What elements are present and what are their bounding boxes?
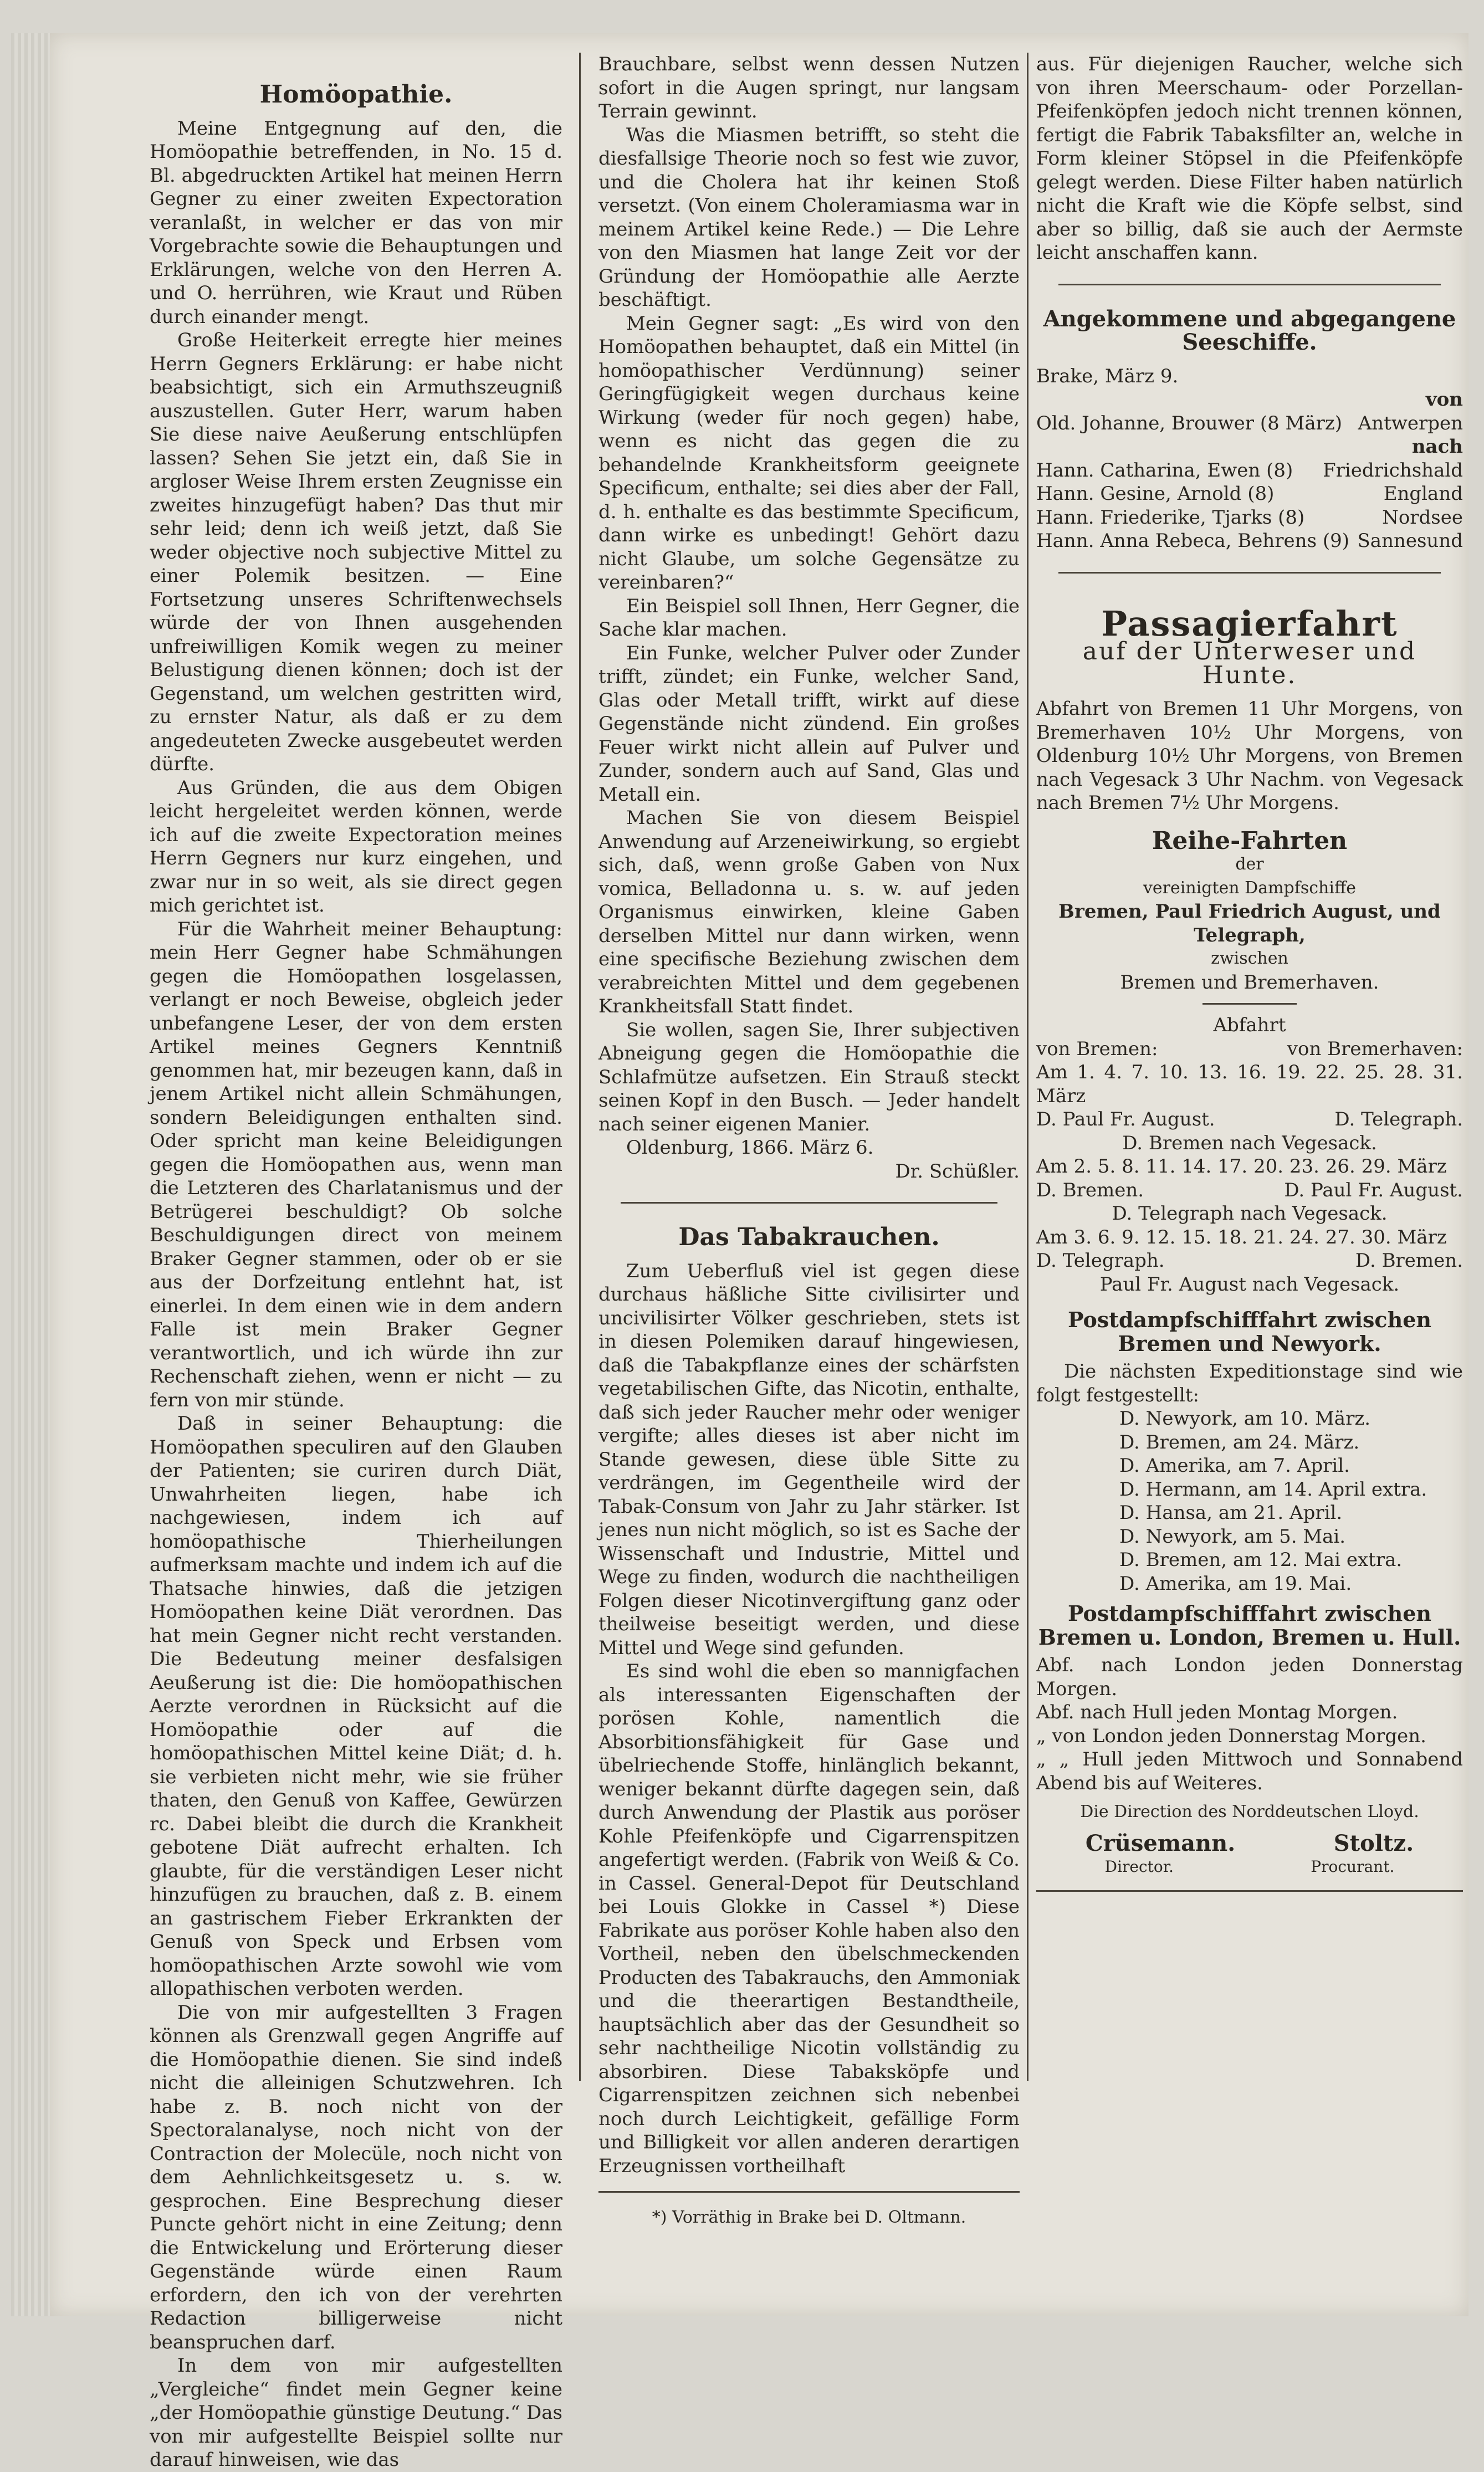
ship-right: D. Bremen. — [1355, 1250, 1463, 1272]
list-item: D. Hansa, am 21. April. — [1119, 1502, 1343, 1524]
post-title: Postdampfschifffahrt zwischen Bremen und Newyork. — [1067, 1307, 1432, 1356]
reihe-line2: Bremen, Paul Friedrich August, und Telegraph, — [1058, 900, 1441, 946]
paragraph: Was die Miasmen betrifft, so steht die diesfallsige Theorie noch so fest wie zuvor, und die Cholera hat ihr keinen Stoß versetzt. (Von einem Choleramiasma war in meinem Artikel keine Rede.) — Die Lehre von den Miasmen hat lange Zeit vor der Gründung der Homöopathie alle Aerzte beschäftigt. — [598, 124, 1020, 311]
signature-1-role: Director. — [1104, 1857, 1174, 1876]
article-title-homoeopathie: Homöopathie. — [259, 80, 453, 109]
signature-2-role: Procurant. — [1311, 1857, 1395, 1876]
footnote-divider — [598, 2191, 1020, 2193]
ship-row — [1036, 506, 1463, 530]
ship-row — [1036, 459, 1463, 483]
paragraph: Ein Funke, welcher Pulver oder Zunder trifft, zündet; ein Funke, welcher Sand, Glas oder Metall trifft, wirkt auf diese Gegenstände nicht zündend. Ein großes Feuer wirkt nicht allein auf Pulver und Zunder, sondern auch auf Sand, Glas und Metall ein. — [598, 642, 1020, 806]
post-list — [1036, 1407, 1463, 1595]
ship-row — [1036, 529, 1463, 553]
post2-line: „ von London jeden Donnerstag Morgen. — [1036, 1724, 1426, 1747]
schedule-block — [1036, 1155, 1463, 1226]
ship-name: Old. Johanne, Brouwer (8 März) — [1036, 412, 1343, 434]
paragraph: Aus Gründen, die aus dem Obigen leicht hergeleitet werden können, werde ich auf die zweite Expectoration meines Herrn Gegners nur kurz eingehen, und zwar nur in so weit, als sie direct gegen mich gerichtet ist. — [150, 776, 562, 917]
post2-line: Abf. nach Hull jeden Montag Morgen. — [1036, 1701, 1398, 1723]
reihe-der: der — [1235, 854, 1264, 874]
reihe-line1: vereinigten Dampfschiffe — [1143, 878, 1357, 898]
section-divider — [1058, 284, 1441, 285]
ship-name: Hann. Friederike, Tjarks (8) — [1036, 506, 1305, 529]
ship-right: D. Paul Fr. August. — [1284, 1179, 1463, 1201]
schedule-days: Am 3. 6. 9. 12. 15. 18. 21. 24. 27. 30. März — [1036, 1226, 1447, 1248]
post2-line: Abf. nach London jeden Donnerstag Morgen. — [1036, 1654, 1463, 1700]
section-divider — [1058, 572, 1441, 574]
direction-line: Die Direction des Norddeutschen Lloyd. — [1080, 1802, 1419, 1821]
passagierfahrt-title: Passagierfahrt — [1101, 603, 1398, 644]
article-title-tabakrauchen: Das Tabakrauchen. — [678, 1223, 940, 1251]
paragraph: In dem von mir aufgestellten „Vergleiche“ findet mein Gegner keine „der Homöopathie günstige Deutung.“ Das von mir aufgestellte Beispiel sollte nur darauf hinweisen, wie das — [150, 2355, 562, 2471]
signatures — [1036, 1832, 1463, 1856]
schedule-note: D. Telegraph nach Vegesack. — [1112, 1202, 1388, 1225]
column-1 — [150, 53, 562, 2472]
post-intro: Die nächsten Expeditionstage sind wie folgt festgestellt: — [1036, 1360, 1463, 1406]
ships-von-label: von — [1425, 388, 1463, 411]
ship-name: Hann. Catharina, Ewen (8) — [1036, 459, 1293, 482]
paragraph: Machen Sie von diesem Beispiel Anwendung auf Arzeneiwirkung, so ergiebt sich, daß, wenn große Gaben von Nux vomica, Belladonna u. s. w. auf jeden Organismus einwirken, kleine Gaben derselben Mittel nur dann wirken, wenn eine specifische Beziehung zwischen dem verabreichten Mittel und dem gegebenen Krankheitsfall Statt findet. — [598, 807, 1020, 1017]
ships-title: Angekommene und abgegangene Seeschiffe. — [1043, 305, 1456, 355]
ship-port: Nordsee — [1382, 506, 1463, 529]
paragraph: Meine Entgegnung auf den, die Homöopathie betreffenden, in No. 15 d. Bl. abgedruckten Artikel hat meinen Herrn Gegner zu einer zweiten Expectoration veranlaßt, in welcher er das von mir Vorgebrachte sowie die Behauptungen und Erklärungen, welche von den Herren A. und O. herrühren, wie Kraut und Rüben durch einander mengt. — [150, 117, 562, 328]
column-2 — [598, 53, 1020, 2230]
schedule-days: Am 2. 5. 8. 11. 14. 17. 20. 23. 26. 29. März — [1036, 1155, 1447, 1178]
paragraph: Mein Gegner sagt: „Es wird von den Homöopathen behauptet, daß ein Mittel (in homöopathischer Verdünnung) seiner Geringfügigkeit wegen durchaus keine Wirkung (weder für noch gegen) habe, wenn es nicht das gegen die zu behandelnde Krankheitsform geeignete Specificum, enthalte; sei dies aber der Fall, d. h. enthalte es das bestimmte Specificum, dann wirke es unbedingt! Gehört dazu nicht Glaube, um solche Gegensätze zu vereinbaren?“ — [598, 312, 1020, 593]
von-bremerhaven: von Bremerhaven: — [1287, 1037, 1463, 1060]
post2-line: „ „ Hull jeden Mittwoch und Sonnabend Abend bis auf Weiteres. — [1036, 1748, 1463, 1794]
schedule-days: Am 1. 4. 7. 10. 13. 16. 19. 22. 25. 28. 31. März — [1036, 1061, 1463, 1107]
ship-name: Hann. Gesine, Arnold (8) — [1036, 483, 1275, 505]
schedule-note: D. Bremen nach Vegesack. — [1122, 1132, 1377, 1154]
reihe-line3: Bremen und Bremerhaven. — [1120, 971, 1379, 994]
ship-port: Friedrichshald — [1323, 459, 1463, 482]
signature: Dr. Schüßler. — [895, 1160, 1020, 1183]
article-body — [150, 117, 562, 2472]
ship-name: Hann. Anna Rebeca, Behrens (9) — [1036, 530, 1349, 552]
paragraph: Brauchbare, selbst wenn dessen Nutzen sofort in die Augen springt, nur langsam Terrain gewinnt. — [598, 53, 1020, 122]
ship-row — [1036, 482, 1463, 506]
paragraph: Für die Wahrheit meiner Behauptung: mein Herr Gegner habe Schmähungen gegen die Homöopathen losgelassen, verlangt er noch Beweise, obgleich jeder unbefangene Leser, der von dem ersten Artikel meines Gegners Kenntniß genommen hat, mir bezeugen kann, daß in jenem Artikel nicht allein Schmähungen, sondern Beleidigungen enthalten sind. Oder spricht man keine Beleidigungen gegen die Homöopathen aus, wenn man die Letzteren des Charlatanismus und der Betrügerei beschuldigt? Ob solche Beschuldigungen direct von meinem Braker Gegner stammen, oder ob er sie aus der Dorfzeitung entlehnt hat, ist einerlei. In dem einen wie in dem andern Falle ist mein Braker Gegner verantwortlich, und ich würde ihn zur Rechenschaft ziehen, wenn er nicht — zu fern von mir stünde. — [150, 918, 562, 1411]
ship-right: D. Telegraph. — [1334, 1108, 1463, 1130]
list-item: D. Bremen, am 12. Mai extra. — [1119, 1549, 1403, 1571]
list-item: D. Bremen, am 24. März. — [1119, 1431, 1360, 1453]
ship-left: D. Telegraph. — [1036, 1250, 1165, 1272]
ships-place: Brake, März 9. — [1036, 365, 1179, 387]
ship-port: Sannesund — [1357, 530, 1463, 552]
ship-row — [1036, 412, 1463, 436]
schedule-block — [1036, 1226, 1463, 1297]
ship-left: D. Paul Fr. August. — [1036, 1108, 1215, 1130]
schedule-note: Paul Fr. August nach Vegesack. — [1099, 1273, 1400, 1296]
column-rule — [1027, 53, 1028, 2081]
schedule-header — [1036, 1037, 1463, 1061]
paragraph: aus. Für diejenigen Raucher, welche sich von ihren Meerschaum- oder Porzellan-Pfeifenköpfen jedoch nicht trennen können, fertigt die Fabrik Tabaksfilter an, welche in Form kleiner Stöpsel in die Pfeifenköpfe gelegt werden. Diese Filter haben natürlich nicht die Kraft wie die Köpfe selbst, sind aber so billig, daß sie auch der Aermste leicht anschaffen kann. — [1036, 53, 1463, 264]
ship-port: England — [1383, 483, 1463, 505]
ships-nach-label: nach — [1411, 436, 1463, 458]
paragraph: Zum Ueberfluß viel ist gegen diese durchaus häßliche Sitte civilisirter und uncivilisirter Völker geschrieben, stets ist in diesen Polemiken darauf hingewiesen, daß die Tabakpflanze eines der schärfsten vegetabilischen Gifte, das Nicotin, enthalte, daß sich jeder Raucher mehr oder weniger vergifte; alles dieses ist aber nicht im Stande gewesen, diese üble Sitte zu verdrängen, im Gegentheile wird der Tabak-Consum von Jahr zu Jahr stärker. Ist jenes nun nicht möglich, so ist es Sache der Wissenschaft und Industrie, Mittel und Wege zu finden, wodurch die nachtheiligen Folgen dieser Nicotinvergiftung ganz oder theilweise beseitigt werden, und diese Mittel und Wege sind gefunden. — [598, 1260, 1020, 1659]
section-divider — [621, 1202, 997, 1204]
paragraph: Es sind wohl die eben so mannigfachen als interessanten Eigenschaften der porösen Kohle, namentlich die Absorbitionsfähigkeit für Gase und übelriechende Stoffe, hinlänglich bekannt, weniger bekannt dürfte dagegen sein, daß durch Anwendung der Plastik aus poröser Kohle Pfeifenköpfe und Cigarrenspitzen angefertigt werden. (Fabrik von Weiß & Co. in Cassel. General-Depot für Deutschland bei Louis Glokke in Cassel *) Diese Fabrikate aus poröser Kohle haben also den Vortheil, neben den übelschmeckenden Producten des Tabakrauchs, den Ammoniak und die theerartigen Bestandtheile, hauptsächlich aber das der Gesundheit so sehr nachtheilige Nicotin vollständig zu absorbiren. Diese Tabaksköpfe und Cigarrenspitzen zeichnen sich nebenbei noch durch Leichtigkeit, gefällige Form und Billigkeit vor allen anderen derartigen Erzeugnissen vortheilhaft — [598, 1660, 1020, 2177]
paragraph: Die von mir aufgestellten 3 Fragen können als Grenzwall gegen Angriffe auf die Homöopathie dienen. Sie sind indeß nicht die alleinigen Schutzwehren. Ich habe z. B. noch nicht von der Spectoralanalyse, noch nicht von der Contraction der Molecüle, noch nicht von dem Aehnlichkeitsgesetz u. s. w. gesprochen. Eine Besprechung dieser Puncte gehört nicht in eine Zeitung; denn die Entwickelung und Erörterung dieser Gegenstände würde einen Raum erfordern, den ich von der verehrten Redaction billigerweise nicht beanspruchen darf. — [150, 2001, 562, 2353]
small-divider — [1202, 1003, 1297, 1005]
column-3 — [1036, 53, 1463, 1903]
passagierfahrt-text: Abfahrt von Bremen 11 Uhr Morgens, von Bremerhaven 10½ Uhr Morgens, von Oldenburg 10½ Uhr Morgens, von Bremen nach Vegesack 3 Uhr Nachm. von Vegesack nach Bremen 7½ Uhr Morgens. — [1036, 698, 1463, 814]
list-item: D. Newyork, am 10. März. — [1119, 1408, 1371, 1430]
place-date: Oldenburg, 1866. März 6. — [626, 1137, 874, 1159]
ship-port: Antwerpen — [1358, 412, 1463, 434]
reihe-title: Reihe-Fahrten — [1152, 826, 1348, 855]
page-binding-edge — [11, 33, 50, 2316]
dateline — [598, 1136, 1020, 1160]
list-item: D. Amerika, am 19. Mai. — [1119, 1572, 1352, 1595]
column-rule — [579, 53, 581, 2081]
paragraph: Ein Beispiel soll Ihnen, Herr Gegner, die Sache klar machen. — [598, 595, 1020, 641]
footnote: *) Vorräthig in Brake bei D. Oltmann. — [652, 2208, 966, 2227]
paragraph: Sie wollen, sagen Sie, Ihrer subjectiven Abneigung gegen die Homöopathie die Schlafmütze aufsetzen. Ein Strauß steckt seinen Kopf in den Busch. — Jeder handelt nach seiner eigenen Manier. — [598, 1019, 1020, 1135]
article-body-continued — [598, 53, 1020, 1183]
signature-roles — [1036, 1855, 1463, 1879]
von-bremen: von Bremen: — [1036, 1037, 1158, 1060]
ship-left: D. Bremen. — [1036, 1179, 1144, 1201]
signature-1: Crüsemann. — [1085, 1830, 1236, 1856]
list-item: D. Amerika, am 7. April. — [1119, 1455, 1350, 1477]
paragraph: Große Heiterkeit erregte hier meines Herrn Gegners Erklärung: er habe nicht beabsichtigt, sich ein Armuthszeugniß auszustellen. Guter Herr, warum haben Sie diese naive Aeußerung entschlüpfen lassen? Sehen Sie jetzt ein, daß Sie in argloser Weise Ihrem ersten Zeugnisse ein zweites hinzugefügt haben? Das thut mir sehr leid; denn ich weiß jetzt, daß Sie weder objective noch subjective Mittel zu einer Polemik besitzen. — Eine Fortsetzung unseres Schriftenwechsels würde der von Ihnen ausgehenden unfreiwilligen Komik wegen zu meiner Belustigung dienen können; doch ist der Gegenstand, um welchen gestritten wird, zu ernster Natur, als daß er zu dem angedeuteten Zwecke ausgebeutet werden dürfte. — [150, 329, 562, 775]
list-item: D. Newyork, am 5. Mai. — [1119, 1525, 1346, 1548]
schedule-ships — [1036, 1179, 1463, 1202]
post2-title: Postdampfschifffahrt zwischen Bremen u. London, Bremen u. Hull. — [1038, 1601, 1461, 1650]
abfahrt-label: Abfahrt — [1213, 1014, 1286, 1036]
reihe-zwischen: zwischen — [1211, 949, 1288, 968]
passagierfahrt-subtitle: auf der Unterweser und Hunte. — [1082, 637, 1417, 689]
schedule-ships — [1036, 1249, 1463, 1273]
schedule-ships — [1036, 1108, 1463, 1132]
schedule-block — [1036, 1061, 1463, 1155]
paragraph: Daß in seiner Behauptung: die Homöopathen speculiren auf den Glauben der Patienten; sie curiren durch Diät, Unwahrheiten liegen, habe ich nachgewiesen, indem ich auf homöopathische Thierheilungen aufmerksam machte und indem ich auf die Thatsache hinwies, daß die jetzigen Homöopathen keine Diät verordnen. Das hat mein Gegner nicht recht verstanden. Die Bedeutung meiner desfalsigen Aeußerung ist die: Die homöopathischen Aerzte verordnen in Rücksicht auf die Homöopathie oder auf die homöopathischen Mittel keine Diät; d. h. sie verbieten nicht mehr, wie sie früher thaten, den Genuß von Kaffee, Gewürzen rc. Dabei bleibt die durch die Krankheit gebotene Diät aufrecht erhalten. Ich glaubte, für die verständigen Leser nicht hinzufügen zu brauchen, daß z. B. einem an gastrischem Fieber Erkrankten der Genuß von Speck und Erbsen vom homöopathischen Arzte sowohl wie vom allopathischen verboten werden. — [150, 1412, 562, 2000]
signature-2: Stoltz. — [1333, 1830, 1414, 1856]
bottom-divider — [1036, 1890, 1463, 1892]
list-item: D. Hermann, am 14. April extra. — [1119, 1478, 1427, 1501]
